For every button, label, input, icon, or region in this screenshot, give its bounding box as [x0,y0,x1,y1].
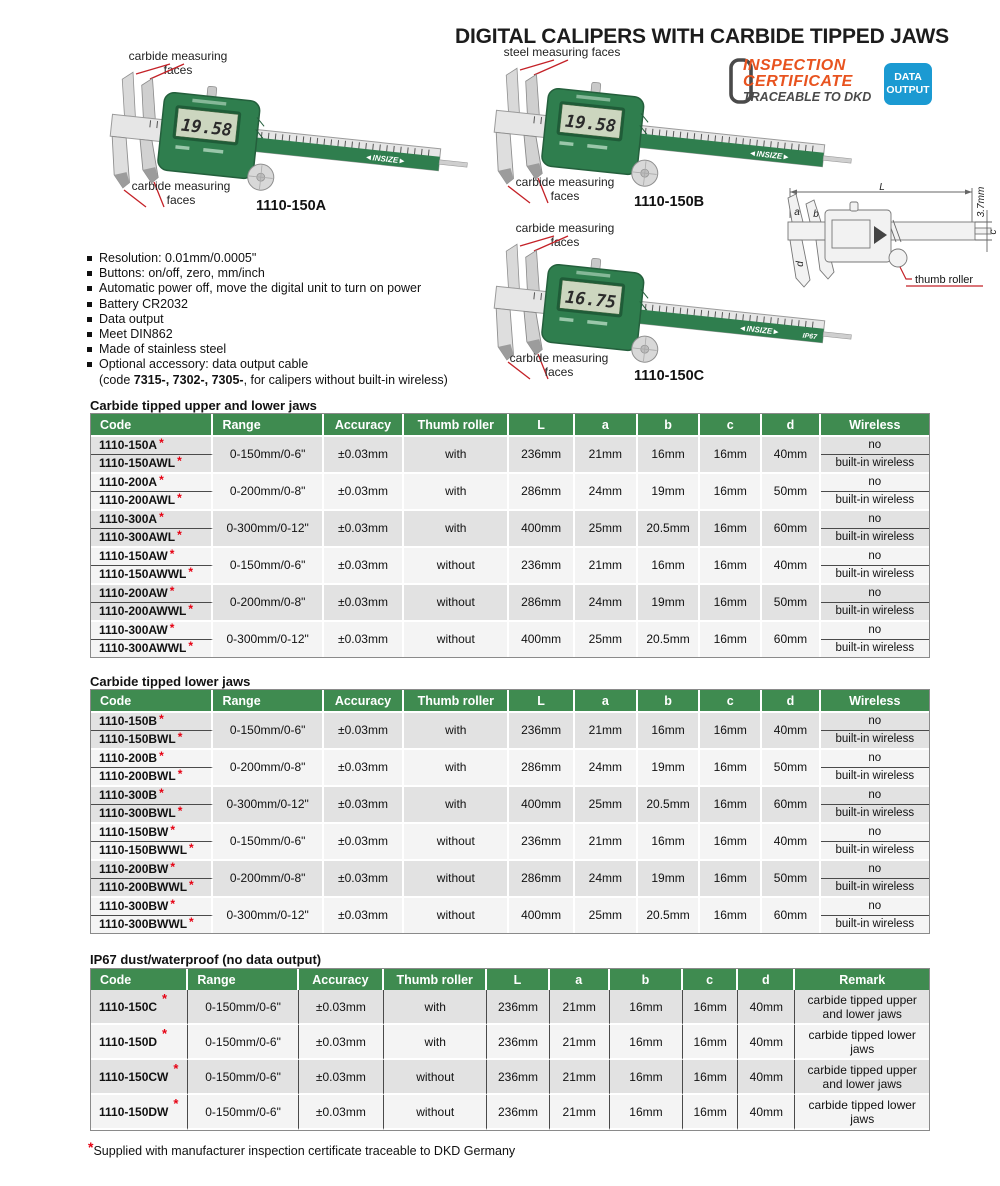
spec-table-ip67 [90,968,930,1131]
feature-item: Optional accessory: data output cable [86,357,526,372]
footnote [88,1139,516,1158]
cell-thumb_roller: without [404,583,509,620]
col-header-a: a [575,690,638,711]
cell-d: 40mm [762,822,820,859]
spec-table [90,968,930,1131]
cell-thumb_roller: with [404,472,509,509]
cell-code: 1110-200AWWL * [91,602,213,620]
cell-wireless: no [821,748,929,767]
cell-code: 1110-200A * [91,472,213,491]
cell-thumb_roller: with [404,711,509,748]
cell-thumb_roller: with [404,509,509,546]
cell-L: 286mm [509,583,574,620]
cell-L: 236mm [509,822,574,859]
cell-code: 1110-300AWL * [91,528,213,546]
col-header-range: Range [188,969,298,990]
cell-range: 0-150mm/0-6" [213,435,323,472]
cell-code: 1110-200AWL * [91,491,213,509]
cell-a: 24mm [575,859,638,896]
cell-range: 0-300mm/0-12" [213,509,323,546]
feature-item: Battery CR2032 [86,297,526,312]
insize-logo: ◄INSIZE► [748,148,791,162]
cell-L: 236mm [509,711,574,748]
cell-remark: carbide tipped lower jaws [795,1025,929,1060]
cell-b: 16mm [638,546,700,583]
cell-code: 1110-150BWL * [91,730,213,748]
model-label: 1110-150C [634,368,705,384]
col-header-d: d [762,414,820,435]
cell-c: 16mm [700,785,762,822]
cell-d: 40mm [762,435,820,472]
cell-code: 1110-300B * [91,785,213,804]
cell-accuracy: ±0.03mm [324,435,404,472]
cell-wireless: built-in wireless [821,602,929,620]
annotation-top-label: carbide measuring faces [128,49,228,77]
cell-accuracy: ±0.03mm [324,546,404,583]
cell-L: 236mm [509,546,574,583]
cell-accuracy: ±0.03mm [299,1060,384,1095]
certificate-line1: INSPECTION [743,57,846,74]
insize-logo: ◄INSIZE► [364,152,407,166]
cell-code: 1110-150CW * [91,1060,188,1095]
cell-L: 400mm [509,896,574,933]
feature-item: Meet DIN862 [86,327,526,342]
certificate-line3: TRACEABLE TO DKD [743,90,872,104]
cell-wireless: built-in wireless [821,454,929,472]
cell-a: 21mm [575,546,638,583]
cell-d: 50mm [762,472,820,509]
cell-c: 16mm [700,748,762,785]
cell-wireless: no [821,859,929,878]
footnote-star: * [88,1139,94,1155]
cell-c: 16mm [700,583,762,620]
cell-b: 20.5mm [638,620,700,657]
cell-thumb_roller: without [404,546,509,583]
cell-code: 1110-150BW * [91,822,213,841]
annotation-top-label: carbide measuring faces [515,221,615,249]
cell-wireless: built-in wireless [821,878,929,896]
col-header-accuracy: Accuracy [324,690,404,711]
cell-c: 16mm [700,896,762,933]
cell-wireless: no [821,785,929,804]
cell-L: 236mm [509,435,574,472]
cell-c: 16mm [700,859,762,896]
col-header-b: b [638,414,700,435]
feature-item: Automatic power off, move the digital unit to turn on power [86,281,526,296]
cell-d: 60mm [762,896,820,933]
cell-c: 16mm [683,990,738,1025]
cell-range: 0-150mm/0-6" [188,1060,298,1095]
cell-c: 16mm [700,435,762,472]
inspection-certificate-badge [727,56,877,110]
cell-wireless: built-in wireless [821,639,929,657]
product-figure-1110-150A [88,50,488,222]
model-label: 1110-150B [634,194,705,210]
cell-wireless: no [821,546,929,565]
col-header-c: c [683,969,738,990]
cell-d: 60mm [762,620,820,657]
feature-item: Buttons: on/off, zero, mm/inch [86,266,526,281]
cell-a: 25mm [575,509,638,546]
cell-code: 1110-300AW * [91,620,213,639]
dim-height: 3.7mm [976,186,987,218]
cell-d: 40mm [738,1025,795,1060]
cell-a: 25mm [575,896,638,933]
cell-b: 19mm [638,583,700,620]
dim-b: b [813,209,819,220]
cell-code: 1110-150AWL * [91,454,213,472]
cell-code: 1110-200BWWL * [91,878,213,896]
cell-thumb_roller: with [384,1025,487,1060]
cell-d: 50mm [762,583,820,620]
cell-range: 0-150mm/0-6" [213,546,323,583]
dimension-diagram [740,182,1000,297]
certificate-line2: CERTIFICATE [743,73,853,90]
col-header-range: Range [213,414,323,435]
cell-code: 1110-150A * [91,435,213,454]
col-header-l: L [509,690,574,711]
cell-thumb_roller: without [404,896,509,933]
cell-L: 236mm [487,1060,549,1095]
cell-d: 50mm [762,859,820,896]
spec-table [90,689,930,934]
footnote-text: Supplied with manufacturer inspection certificate traceable to DKD Germany [93,1144,516,1158]
annotation-bottom-label: carbide measuring faces [509,351,609,379]
cell-accuracy: ±0.03mm [299,990,384,1025]
cell-code: 1110-200AW * [91,583,213,602]
cell-remark: carbide tipped upper and lower jaws [795,990,929,1025]
cell-a: 21mm [550,1095,610,1130]
cell-L: 286mm [509,748,574,785]
lcd-value: 19.58 [180,115,234,141]
cell-thumb_roller: with [384,990,487,1025]
cell-d: 60mm [762,509,820,546]
col-header-a: a [575,414,638,435]
col-header-wireless: Wireless [821,414,929,435]
lcd-value: 16.75 [564,287,618,313]
col-header-c: c [700,690,762,711]
cell-wireless: built-in wireless [821,767,929,785]
cell-wireless: built-in wireless [821,491,929,509]
cell-range: 0-150mm/0-6" [188,1025,298,1060]
cell-range: 0-150mm/0-6" [213,711,323,748]
cell-L: 400mm [509,785,574,822]
cell-range: 0-200mm/0-8" [213,859,323,896]
cell-a: 21mm [575,435,638,472]
cell-a: 25mm [575,785,638,822]
cell-a: 25mm [575,620,638,657]
cell-a: 21mm [550,990,610,1025]
cell-d: 40mm [762,711,820,748]
cell-thumb_roller: without [404,859,509,896]
cell-c: 16mm [700,546,762,583]
col-header-b: b [610,969,683,990]
insize-logo: ◄INSIZE► [738,323,781,337]
cell-remark: carbide tipped lower jaws [795,1095,929,1130]
cell-accuracy: ±0.03mm [324,620,404,657]
cell-thumb_roller: with [404,785,509,822]
cell-L: 400mm [509,620,574,657]
cell-accuracy: ±0.03mm [324,896,404,933]
cell-wireless: no [821,435,929,454]
col-header-code: Code [91,414,213,435]
cell-code: 1110-300A * [91,509,213,528]
cell-b: 16mm [610,1025,683,1060]
cell-wireless: built-in wireless [821,915,929,933]
cell-c: 16mm [700,620,762,657]
cell-a: 21mm [550,1025,610,1060]
cell-remark: carbide tipped upper and lower jaws [795,1060,929,1095]
cell-range: 0-300mm/0-12" [213,896,323,933]
page-title: DIGITAL CALIPERS WITH CARBIDE TIPPED JAWS [455,25,949,48]
cell-code: 1110-300BWWL * [91,915,213,933]
cell-c: 16mm [683,1025,738,1060]
cell-d: 40mm [738,1095,795,1130]
cell-L: 286mm [509,472,574,509]
cell-accuracy: ±0.03mm [324,859,404,896]
col-header-thumb-roller: Thumb roller [384,969,487,990]
cell-wireless: no [821,509,929,528]
cell-accuracy: ±0.03mm [324,583,404,620]
col-header-thumb-roller: Thumb roller [404,414,509,435]
cell-code: 1110-150BWWL * [91,841,213,859]
cell-a: 24mm [575,472,638,509]
cell-accuracy: ±0.03mm [324,472,404,509]
cell-b: 19mm [638,472,700,509]
cell-range: 0-150mm/0-6" [188,1095,298,1130]
col-header-accuracy: Accuracy [299,969,384,990]
cell-range: 0-200mm/0-8" [213,472,323,509]
cell-a: 21mm [575,711,638,748]
col-header-remark: Remark [795,969,929,990]
cell-code: 1110-150B * [91,711,213,730]
cell-thumb_roller: without [384,1095,487,1130]
cell-b: 20.5mm [638,896,700,933]
cell-range: 0-200mm/0-8" [213,748,323,785]
cell-accuracy: ±0.03mm [299,1025,384,1060]
cell-b: 19mm [638,859,700,896]
col-header-l: L [487,969,549,990]
dim-L: L [879,182,885,193]
cell-thumb_roller: with [404,748,509,785]
col-header-a: a [550,969,610,990]
cell-code: 1110-150AW * [91,546,213,565]
cell-wireless: built-in wireless [821,528,929,546]
cell-code: 1110-300BW * [91,896,213,915]
cell-code: 1110-150D * [91,1025,188,1060]
annotation-bottom-label: carbide measuring faces [131,179,231,207]
cell-c: 16mm [683,1095,738,1130]
col-header-d: d [762,690,820,711]
col-header-code: Code [91,969,188,990]
dim-c: c [988,229,999,235]
cell-code: 1110-200BWL * [91,767,213,785]
cell-b: 19mm [638,748,700,785]
cell-thumb_roller: without [404,822,509,859]
cell-wireless: built-in wireless [821,841,929,859]
cell-c: 16mm [700,472,762,509]
cell-d: 60mm [762,785,820,822]
col-header-b: b [638,690,700,711]
cell-d: 40mm [738,990,795,1025]
cell-thumb_roller: without [384,1060,487,1095]
cell-wireless: no [821,822,929,841]
spec-table-lower-jaws [90,689,930,934]
cell-range: 0-200mm/0-8" [213,583,323,620]
cell-code: 1110-300BWL * [91,804,213,822]
cell-b: 20.5mm [638,509,700,546]
cell-range: 0-300mm/0-12" [213,620,323,657]
col-header-range: Range [213,690,323,711]
cell-code: 1110-150C * [91,990,188,1025]
cell-wireless: no [821,583,929,602]
feature-item: Data output [86,312,526,327]
data-output-badge [884,63,932,105]
cell-code: 1110-200BW * [91,859,213,878]
cell-c: 16mm [700,711,762,748]
ip67-mark: IP67 [802,332,818,342]
cell-a: 24mm [575,748,638,785]
cell-wireless: no [821,896,929,915]
cell-accuracy: ±0.03mm [299,1095,384,1130]
cell-c: 16mm [700,509,762,546]
cell-range: 0-150mm/0-6" [188,990,298,1025]
cell-code: 1110-150AWWL * [91,565,213,583]
section-title-ip67: IP67 dust/waterproof (no data output) [90,952,322,967]
cell-d: 40mm [762,546,820,583]
cell-b: 16mm [610,990,683,1025]
model-label: 1110-150A [256,198,327,214]
spec-table [90,413,930,658]
cell-L: 236mm [487,1095,549,1130]
cell-wireless: no [821,711,929,730]
cell-accuracy: ±0.03mm [324,748,404,785]
col-header-c: c [700,414,762,435]
feature-item: Resolution: 0.01mm/0.0005" [86,251,526,266]
cell-a: 21mm [575,822,638,859]
col-header-thumb-roller: Thumb roller [404,690,509,711]
cell-range: 0-300mm/0-12" [213,785,323,822]
cell-wireless: built-in wireless [821,565,929,583]
cell-accuracy: ±0.03mm [324,711,404,748]
cell-L: 286mm [509,859,574,896]
cell-b: 16mm [638,711,700,748]
cell-b: 16mm [638,435,700,472]
cell-c: 16mm [683,1060,738,1095]
cell-b: 16mm [610,1095,683,1130]
cell-accuracy: ±0.03mm [324,822,404,859]
cell-b: 16mm [610,1060,683,1095]
cell-code: 1110-200B * [91,748,213,767]
col-header-l: L [509,414,574,435]
col-header-wireless: Wireless [821,690,929,711]
cell-c: 16mm [700,822,762,859]
cell-accuracy: ±0.03mm [324,509,404,546]
cell-L: 236mm [487,1025,549,1060]
cell-wireless: built-in wireless [821,730,929,748]
data-output-line1: DATA [894,71,922,83]
thumb-roller-label: thumb roller [915,274,974,286]
section-title-upper-lower-jaws: Carbide tipped upper and lower jaws [90,398,317,413]
cell-wireless: built-in wireless [821,804,929,822]
cell-wireless: no [821,472,929,491]
cell-b: 20.5mm [638,785,700,822]
section-title-lower-jaws: Carbide tipped lower jaws [90,674,251,689]
col-header-code: Code [91,690,213,711]
cell-thumb_roller: without [404,620,509,657]
cell-b: 16mm [638,822,700,859]
dim-a: a [794,207,800,218]
col-header-d: d [738,969,795,990]
cell-d: 50mm [762,748,820,785]
cell-wireless: no [821,620,929,639]
col-header-accuracy: Accuracy [324,414,404,435]
dim-d: d [795,261,806,267]
cell-code: 1110-300AWWL * [91,639,213,657]
feature-item: Made of stainless steel [86,342,526,357]
cell-thumb_roller: with [404,435,509,472]
feature-subnote: (code 7315-, 7302-, 7305-, for calipers without built-in wireless) [99,372,448,387]
cell-d: 40mm [738,1060,795,1095]
cell-range: 0-150mm/0-6" [213,822,323,859]
cell-L: 400mm [509,509,574,546]
lcd-value: 19.58 [564,111,618,137]
data-output-line2: OUTPUT [886,84,930,96]
feature-list [86,251,526,388]
annotation-bottom-label: carbide measuring faces [515,175,615,203]
cell-accuracy: ±0.03mm [324,785,404,822]
cell-a: 21mm [550,1060,610,1095]
spec-table-upper-lower-jaws [90,413,930,658]
annotation-top-label: steel measuring faces [503,45,621,59]
cell-a: 24mm [575,583,638,620]
cell-L: 236mm [487,990,549,1025]
cell-code: 1110-150DW * [91,1095,188,1130]
